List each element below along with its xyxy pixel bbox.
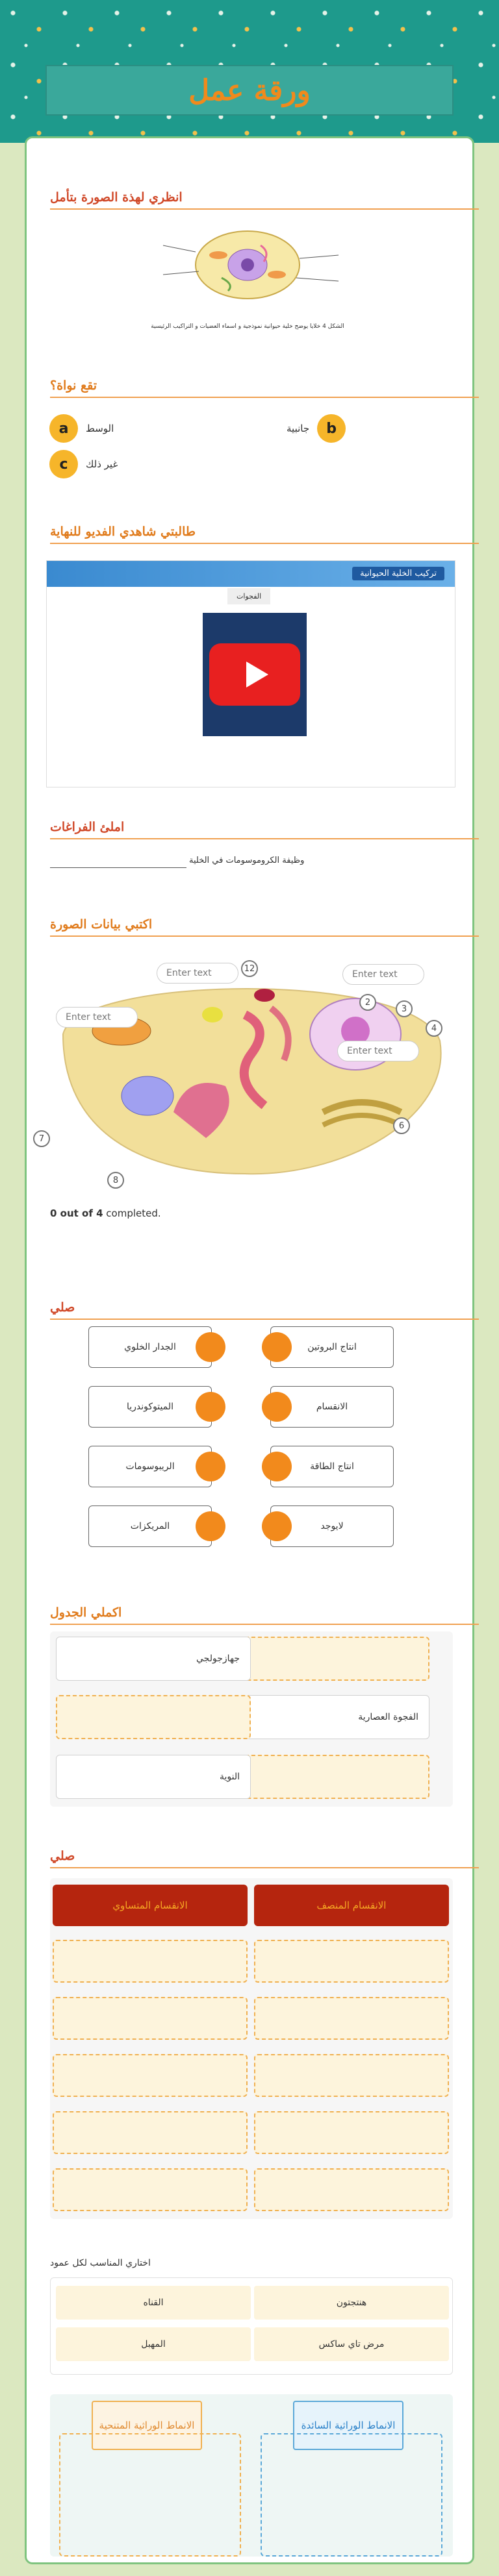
section-title: صلي bbox=[50, 1849, 479, 1868]
section-title: اكملي الجدول bbox=[50, 1605, 479, 1625]
group-drop-mitosis[interactable] bbox=[53, 1940, 248, 1983]
completion-count: 0 out of 4 bbox=[50, 1208, 103, 1219]
group-header-mitosis: الانقسام المتساوي bbox=[53, 1885, 248, 1926]
marker-8: 8 bbox=[107, 1172, 124, 1189]
play-button[interactable] bbox=[209, 643, 300, 706]
completion-text: completed. bbox=[103, 1208, 161, 1219]
marker-7: 7 bbox=[33, 1130, 50, 1147]
section-label-image bbox=[50, 917, 479, 937]
label-input-4[interactable]: Enter text bbox=[337, 1041, 419, 1061]
option-label: جانبية bbox=[287, 423, 310, 434]
section-title: املئ الفراغات bbox=[50, 820, 479, 839]
option-label: الوسط bbox=[86, 423, 114, 434]
column-tag-dominant: الانماط الوراثية السائدة bbox=[293, 2401, 403, 2450]
cell-diagram-caption: الشكل 4 خلايا يوضح خلية حيوانية نموذجية و اسماء العضيات و التراكيب الرئيسية bbox=[151, 323, 344, 330]
option-letter: c bbox=[49, 450, 78, 478]
group-drop-meiosis[interactable] bbox=[254, 2111, 449, 2154]
choice-item[interactable]: هنتجتون bbox=[254, 2286, 449, 2320]
match-left-dot[interactable] bbox=[196, 1511, 225, 1541]
option-c[interactable] bbox=[49, 450, 118, 478]
match-right-dot[interactable] bbox=[262, 1452, 292, 1481]
label-input-1[interactable]: Enter text bbox=[56, 1007, 138, 1028]
choose-instruction: اختاري المناسب لكل عمود bbox=[50, 2258, 151, 2268]
marker-12: 12 bbox=[241, 960, 258, 977]
choice-item[interactable]: مرض تاي ساكس bbox=[254, 2327, 449, 2361]
marker-2: 2 bbox=[359, 994, 376, 1011]
option-letter: a bbox=[49, 414, 78, 443]
match-left-dot[interactable] bbox=[196, 1452, 225, 1481]
column-tag-recessive: الانماط الوراثية المتنحية bbox=[92, 2401, 202, 2450]
match-left-item[interactable]: الميتوكوندريا bbox=[88, 1386, 212, 1428]
match-left-item[interactable]: الريبوسومات bbox=[88, 1446, 212, 1487]
match-right-dot[interactable] bbox=[262, 1392, 292, 1422]
marker-6: 6 bbox=[393, 1117, 410, 1134]
group-drop-meiosis[interactable] bbox=[254, 1940, 449, 1983]
blank-input[interactable] bbox=[50, 855, 186, 868]
group-drop-meiosis[interactable] bbox=[254, 2054, 449, 2097]
video-header-bar bbox=[47, 561, 455, 587]
animal-cell-diagram bbox=[50, 950, 453, 1183]
match-left-dot[interactable] bbox=[196, 1392, 225, 1422]
table-cell: النوية bbox=[56, 1755, 251, 1799]
match-left-item[interactable]: الجدار الخلوي bbox=[88, 1326, 212, 1368]
group-header-meiosis: الانقسام المنصف bbox=[254, 1885, 449, 1926]
match-right-item[interactable]: انتاج البروتين bbox=[270, 1326, 394, 1368]
marker-3: 3 bbox=[396, 1000, 413, 1017]
choice-item[interactable]: المهبل bbox=[56, 2327, 251, 2361]
label-input-3[interactable]: Enter text bbox=[342, 964, 424, 985]
fill-sentence: وظيفة الكروموسومات في الخلية bbox=[189, 856, 305, 865]
section-title: انظري لهذة الصورة بتأمل bbox=[50, 190, 479, 210]
section-complete-table bbox=[50, 1605, 479, 1625]
worksheet bbox=[25, 136, 474, 2564]
table-drop-cell[interactable] bbox=[56, 1695, 251, 1739]
section-title: صلي bbox=[50, 1300, 479, 1320]
drop-column-recessive[interactable] bbox=[59, 2433, 241, 2557]
match-left-item[interactable]: المريكزات bbox=[88, 1505, 212, 1547]
match-left-dot[interactable] bbox=[196, 1332, 225, 1362]
match-right-item[interactable]: الانقسام bbox=[270, 1386, 394, 1428]
table-drop-cell[interactable] bbox=[235, 1637, 429, 1681]
cell-diagram-image bbox=[150, 226, 345, 323]
drop-column-dominant[interactable] bbox=[261, 2433, 442, 2557]
video-tab[interactable]: الفجوات bbox=[227, 588, 270, 604]
group-drop-mitosis[interactable] bbox=[53, 2111, 248, 2154]
group-drop-mitosis[interactable] bbox=[53, 2168, 248, 2211]
option-label: غير ذلك bbox=[86, 458, 118, 470]
title-band bbox=[45, 65, 454, 116]
choice-item[interactable]: القناه bbox=[56, 2286, 251, 2320]
section-video bbox=[50, 525, 479, 544]
match-right-item[interactable]: انتاج الطاقة bbox=[270, 1446, 394, 1487]
table-drop-cell[interactable] bbox=[235, 1755, 429, 1799]
group-drop-meiosis[interactable] bbox=[254, 1997, 449, 2040]
completion-status bbox=[50, 1208, 161, 1219]
section-group-sort bbox=[50, 1849, 479, 1868]
marker-4: 4 bbox=[426, 1020, 442, 1037]
table-cell: جهازجولجي bbox=[56, 1637, 251, 1681]
video-title: تركيب الخلية الحيوانية bbox=[352, 567, 444, 580]
match-right-item[interactable]: لايوجد bbox=[270, 1505, 394, 1547]
group-drop-meiosis[interactable] bbox=[254, 2168, 449, 2211]
table-cell: الفجوة العصارية bbox=[235, 1695, 429, 1739]
page-title: ورقة عمل bbox=[188, 73, 311, 107]
section-title: اكتبي بيانات الصورة bbox=[50, 917, 479, 937]
section-nucleus-question bbox=[50, 378, 479, 398]
video-thumbnail[interactable] bbox=[203, 613, 307, 736]
video-player[interactable] bbox=[46, 560, 455, 787]
label-input-2[interactable]: Enter text bbox=[157, 963, 238, 984]
section-match bbox=[50, 1300, 479, 1320]
option-b[interactable] bbox=[287, 414, 346, 443]
match-right-dot[interactable] bbox=[262, 1332, 292, 1362]
section-title: تقع نواة؟ bbox=[50, 378, 479, 398]
group-drop-mitosis[interactable] bbox=[53, 2054, 248, 2097]
section-fill-blanks bbox=[50, 820, 479, 839]
match-right-dot[interactable] bbox=[262, 1511, 292, 1541]
group-drop-mitosis[interactable] bbox=[53, 1997, 248, 2040]
option-letter: b bbox=[317, 414, 346, 443]
section-observe bbox=[50, 190, 479, 210]
play-icon bbox=[246, 662, 268, 687]
option-a[interactable] bbox=[49, 414, 114, 443]
section-title: طالبتي شاهدي الفديو للنهاية bbox=[50, 525, 479, 544]
